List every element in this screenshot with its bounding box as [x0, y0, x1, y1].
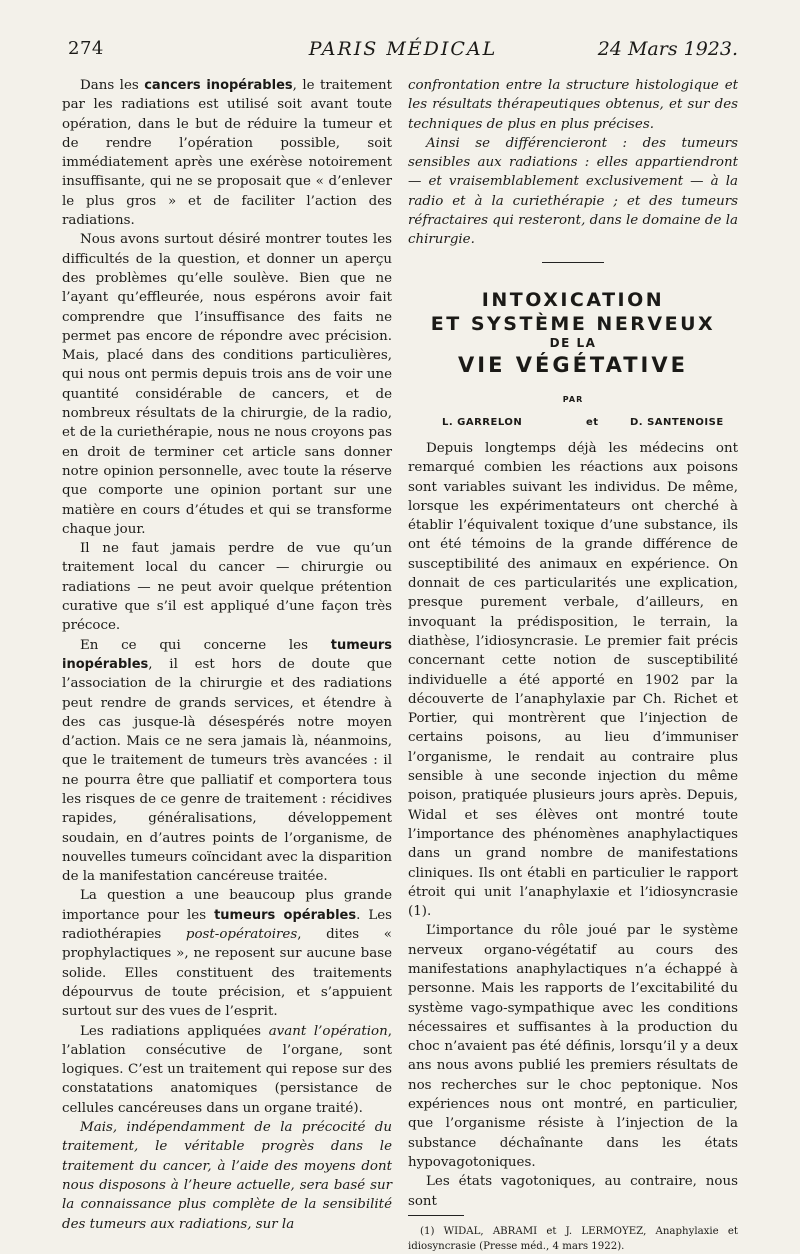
paragraph-tumeurs-operables: La question a une beaucoup plus grande importance pour les tumeurs opérables. Les radiothérapies post-opératoires, dites « prophylactiques », ne reposent sur aucune base solide. Elles constituent des traitements dépourvus de toute précision, et s’appuient surtout sur des vues de l’esprit. [62, 888, 393, 1020]
footnote: (1) WIDAL, ABRAMI et J. LERMOYEZ, Anaphylaxie et idiosyncrasie (Presse méd., 4 mars 1922). [408, 1225, 738, 1252]
author-conjunction: et [586, 416, 599, 428]
issue-date: 24 Mars 1923. [597, 38, 738, 60]
paragraph-radiations-avant: Les radiations appliquées avant l’opération, l’ablation consécutive de l’organe, sont logiques. C’est un traitement qui repose sur des constatations anatomiques (persistance de cellules cancéreuses dans un organe traité). [62, 1023, 392, 1116]
paragraph-difficultes: Nous avons surtout désiré montrer toutes les difficultés de la question, et donner un aperçu des problèmes qu’elle soulève. Bien que ne l’ayant qu’effleurée, nous espérons avoir fait comprendre que l’insuffisance des faits ne permet pas encore de répondre avec précision. Mais, placé dans des conditions particulières, qui nous ont permis depuis trois ans de voir une quantité considérable de cancers, et de nombreux résultats de la chirurgie, de la radio, et de la curiethérapie, nous ne nous croyons pas en droit de terminer cet article sans donner notre opinion personnelle, avec toute la réserve que comporte une opinion portant sur une matière en cours d’études et qui se transforme chaque jour. [62, 232, 392, 537]
right-column [408, 76, 738, 1254]
byline-par: PAR [562, 394, 584, 404]
paragraph-importance: L’importance du rôle joué par le système nerveux organo-végétatif au cours des manifestations anaphylactiques n’a échappé à personne. Mais les rapports de l’excitabilité du système vago-sympathique avec les conditions nécessaires et suffisantes à la production du choc n’avaient pas été définis, lorsqu’il y a deux ans nous avons publié les premiers résultats de nos recherches sur le choc peptonique. Nos expériences nous ont montré, en particulier, que l’organisme résiste à l’injection de la substance déchaînante dans les états hypovagotoniques. [408, 923, 738, 1170]
paragraph-etats-vagotoniques: Les états vagotoniques, au contraire, nous sont [408, 1174, 738, 1209]
article-title-line-4: VIE VÉGÉTATIVE [458, 352, 688, 377]
left-column [62, 76, 392, 1234]
paragraph-ainsi: Ainsi se différencieront : des tumeurs sensibles aux radiations : elles appartiendront — et vraisemblablement exclusivement — à la radio et à la curiethérapie ; et des tumeurs réfractaires qui resteront, dans le domaine de la chirurgie. [408, 135, 738, 248]
paragraph-confrontation: confrontation entre la structure histologique et les résultats thérapeutiques obtenus, et sur des techniques de plus en plus précises. [408, 78, 738, 132]
article-body [408, 439, 738, 1254]
page-number: 274 [68, 38, 104, 59]
article-title-line-2: ET SYSTÈME NERVEUX [430, 312, 716, 335]
page-header [68, 38, 738, 64]
author-garrelon: L. GARRELON [442, 416, 523, 428]
article-authors [408, 413, 738, 431]
paragraph-traitement-local: Il ne faut jamais perdre de vue qu’un traitement local du cancer — chirurgie ou radiations — ne peut avoir quelque prétention curative que s’il est appliqué d’une façon très précoce. [62, 541, 392, 634]
author-santenoise: D. SANTENOISE [630, 416, 724, 428]
paragraph-progres: Mais, indépendamment de la précocité du traitement, le véritable progrès dans le traitement du cancer, à l’aide des moyens dont nous disposons à l’heure actuelle, sera basé sur la connaissance plus complète de la sensibilité des tumeurs aux radiations, sur la [62, 1120, 392, 1232]
footnote-divider [408, 1215, 464, 1216]
article-title-line-3: DE LA [549, 335, 597, 350]
journal-title: PARIS MÉDICAL [308, 38, 498, 60]
paragraph-depuis-longtemps: Depuis longtemps déjà les médecins ont remarqué combien les réactions aux poisons sont variables suivant les individus. De même, lorsque les expérimentateurs ont cherché à établir l’équivalent toxique d’une substance, ils ont été témoins de la grande différence de susceptibilité des animaux en expérience. On donnait de ces particularités une explication, presque purement verbale, d’ailleurs, en invoquant la prédisposition, le terrain, la diathèse, l’idiosyncrasie. Le premier fait précis concernant cette notion de susceptibilité individuelle a été apporté en 1902 par la découverte de l’anaphylaxie par Ch. Richet et Portier, qui montrèrent que l’injection de certains poisons, au lieu d’immuniser l’organisme, le rendait au contraire plus sensible à une seconde injection du même poison, pratiquée plusieurs jours après. Depuis, Widal et ses élèves ont montré toute l’importance des phénomènes anaphylactiques dans un grand nombre de manifestations cliniques. Ils ont établi en particulier le rapport étroit qui unit l’anaphylaxie et l’idiosyncrasie (1). [408, 440, 738, 920]
paragraph-tumeurs-inoperables: En ce qui concerne les tumeurs inopérables, il est hors de doute que l’association de la chirurgie et des radiations peut rendre de grands services, et étendre à des cas jusque-là désespérés notre moyen d’action. Mais ce ne sera jamais là, néanmoins, que le traitement de tumeurs très avancées : il ne pourra être que palliatif et comportera tous les risques de ce genre de traitement : récidives rapides, généralisations, développement soudain, en d’autres points de l’organisme, de nouvelles tumeurs coïncidant avec la disparition de la manifestation cancéreuse traitée. [62, 637, 392, 885]
paragraph-cancers-inoperables: Dans les cancers inopérables, le traitement par les radiations est utilisé soit avant toute opération, dans le but de réduire la tumeur et de rendre l’opération possible, soit immédiatement après une exérèse notoirement insuffisante, qui ne se proposait que « d’enlever le plus gros » et de faciliter l’action des radiations. [62, 78, 392, 229]
article-title-line-1: INTOXICATION [481, 288, 665, 311]
section-divider [542, 262, 604, 263]
